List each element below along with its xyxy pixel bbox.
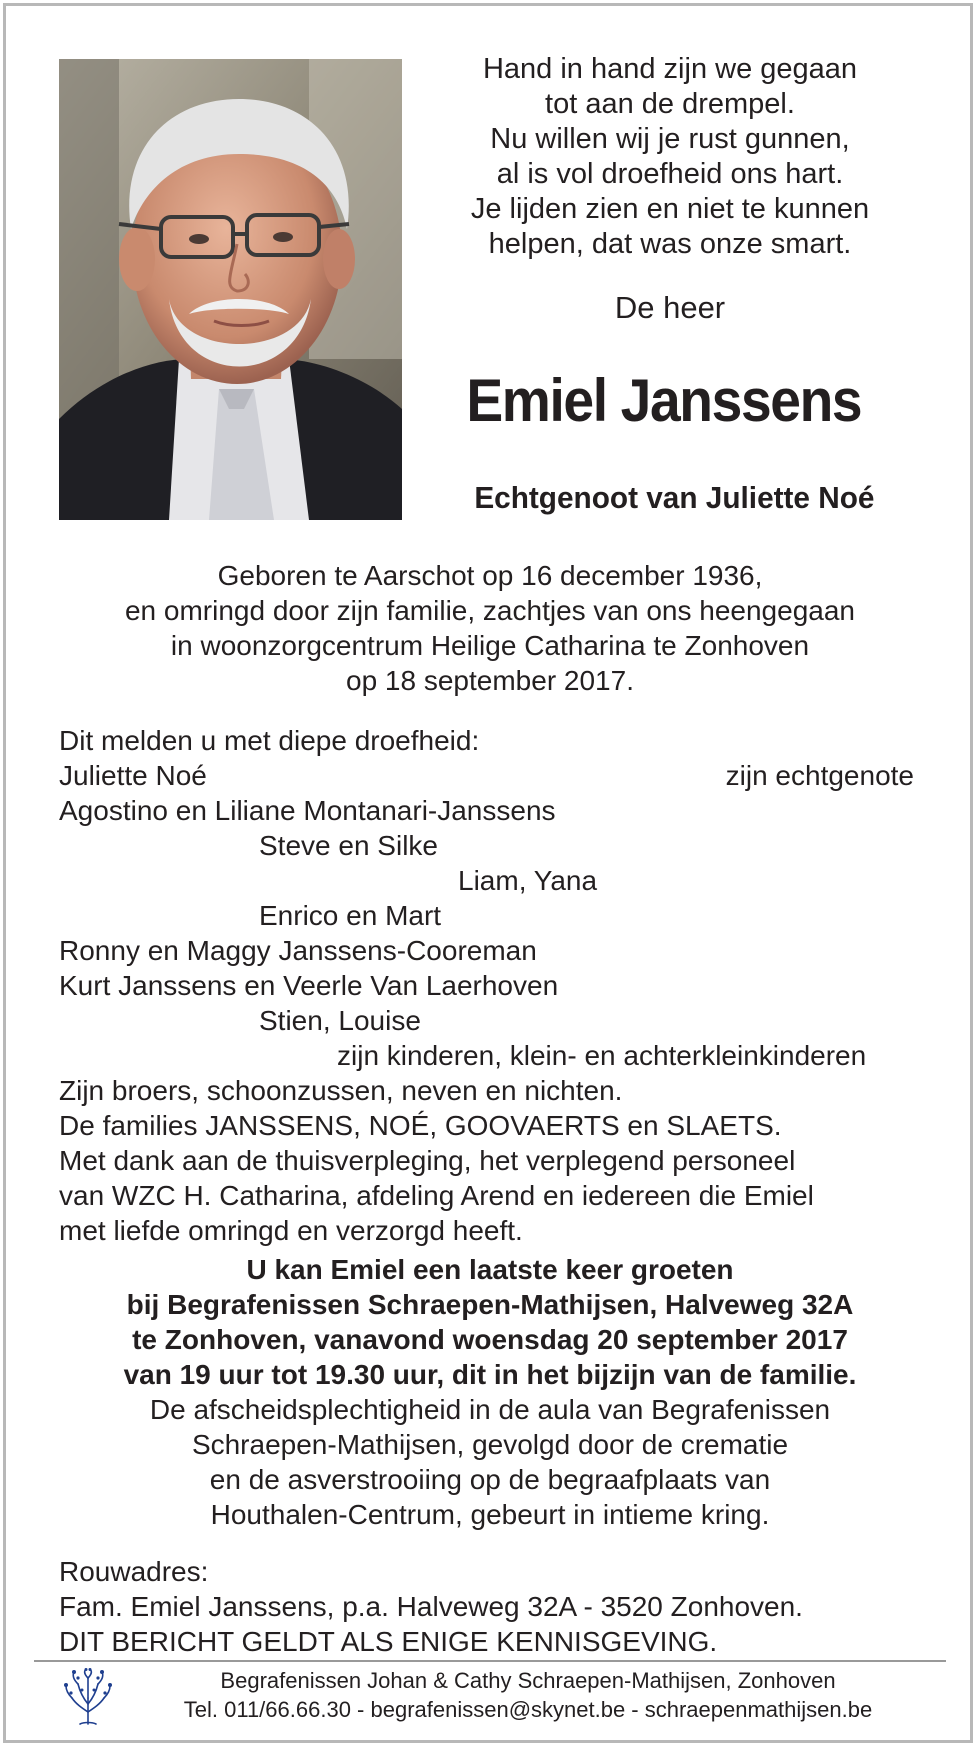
family-member: Enrico en Mart: [259, 900, 442, 931]
family-member: Agostino en Liliane Montanari-Janssens: [59, 795, 556, 826]
address-label: Rouwadres:: [59, 1556, 209, 1587]
visitation-line: te Zonhoven, vanavond woensdag 20 september 2017: [132, 1324, 848, 1355]
ceremony-line: en de asverstrooiing op de begraafplaats van: [209, 1464, 771, 1495]
family-line: De families JANSSENS, NOÉ, GOOVAERTS en SLAETS.: [59, 1110, 782, 1141]
poem-line: al is vol droefheid ons hart.: [496, 158, 844, 190]
notice-line: DIT BERICHT GELDT ALS ENIGE KENNISGEVING.: [59, 1626, 718, 1657]
birth-death-line: op 18 september 2017.: [346, 665, 634, 696]
funeral-home-footer: [118, 1666, 938, 1724]
funeral-home-contact: Tel. 011/66.66.30 - begrafenissen@skynet.be - schraepenmathijsen.be: [183, 1697, 873, 1722]
announcement-intro: Dit melden u met diepe droefheid:: [59, 725, 480, 756]
ceremony-line: De afscheidsplechtigheid in de aula van Begrafenissen: [149, 1394, 831, 1425]
visitation-line: U kan Emiel een laatste keer groeten: [246, 1254, 734, 1285]
mourning-address: [59, 1554, 939, 1659]
birth-death-line: Geboren te Aarschot op 16 december 1936,: [217, 560, 763, 591]
poem-line: tot aan de drempel.: [545, 88, 795, 120]
visitation-section: [0, 1252, 980, 1532]
funeral-home-name: Begrafenissen Johan & Cathy Schraepen-Mathijsen, Zonhoven: [220, 1668, 836, 1693]
tree-icon: [62, 1668, 114, 1726]
birth-death-line: in woonzorgcentrum Heilige Catharina te Zonhoven: [170, 630, 810, 661]
spouse-name: Juliette Noé: [59, 760, 207, 791]
family-member: Stien, Louise: [259, 1005, 421, 1036]
poem-line: helpen, dat was onze smart.: [488, 228, 852, 260]
portrait-photo: [59, 59, 402, 520]
poem-line: Je lijden zien en niet te kunnen: [470, 193, 870, 225]
birth-death-text: [0, 558, 980, 698]
thanks-line: van WZC H. Catharina, afdeling Arend en iedereen die Emiel: [59, 1180, 814, 1211]
thanks-line: met liefde omringd en verzorgd heeft.: [59, 1215, 523, 1246]
family-line: Zijn broers, schoonzussen, neven en nichten.: [59, 1075, 623, 1106]
announcement: [59, 723, 919, 1248]
spouse-line: Echtgenoot van Juliette Noé: [474, 480, 875, 515]
spouse-row: [59, 758, 919, 793]
poem: [420, 52, 920, 262]
visitation-line: van 19 uur tot 19.30 uur, dit in het bijzijn van de familie.: [123, 1359, 857, 1390]
spouse-role: zijn echtgenote: [725, 760, 914, 791]
visitation-line: bij Begrafenissen Schraepen-Mathijsen, Halveweg 32A: [126, 1289, 854, 1320]
family-member: Kurt Janssens en Veerle Van Laerhoven: [59, 970, 559, 1001]
honorific: De heer: [614, 290, 726, 325]
family-member: Ronny en Maggy Janssens-Cooreman: [59, 935, 537, 966]
address-line: Fam. Emiel Janssens, p.a. Halveweg 32A - 3520 Zonhoven.: [59, 1591, 803, 1622]
poem-line: Nu willen wij je rust gunnen,: [490, 123, 850, 155]
family-relation: zijn kinderen, klein- en achterkleinkinderen: [337, 1040, 867, 1071]
family-member: Steve en Silke: [259, 830, 438, 861]
birth-death-line: en omringd door zijn familie, zachtjes van ons heengegaan: [124, 595, 855, 626]
poem-line: Hand in hand zijn we gegaan: [482, 53, 858, 85]
family-member: Liam, Yana: [458, 865, 598, 896]
footer-divider: [34, 1660, 946, 1662]
thanks-line: Met dank aan de thuisverpleging, het verplegend personeel: [59, 1145, 796, 1176]
ceremony-line: Schraepen-Mathijsen, gevolgd door de crematie: [191, 1429, 789, 1460]
ceremony-line: Houthalen-Centrum, gebeurt in intieme kring.: [210, 1499, 770, 1530]
deceased-name: Emiel Janssens: [466, 367, 862, 434]
